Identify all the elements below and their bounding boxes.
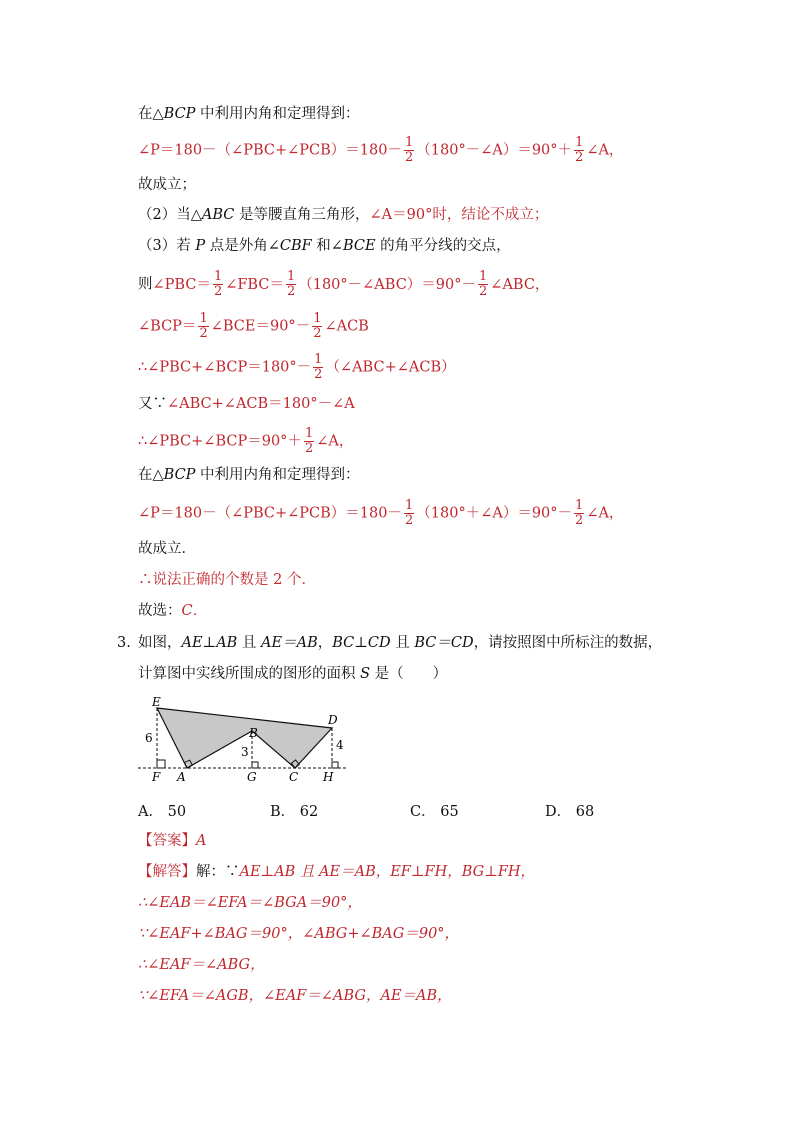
text: 且 [237, 635, 262, 651]
text: ∠BCP＝ [138, 318, 197, 335]
denominator: 2 [286, 284, 296, 299]
option-b[interactable] [270, 800, 318, 821]
question-number: 3. [117, 635, 131, 651]
geometry-figure [130, 692, 370, 792]
text-line [138, 205, 548, 225]
text: （180°－∠ABC）＝90°－ [298, 276, 477, 293]
solution-line-1 [138, 862, 535, 882]
denominator: 2 [199, 326, 208, 341]
text: 点是外角∠ [205, 238, 280, 254]
text: ∠A， [586, 505, 624, 522]
text: 则 [138, 276, 153, 293]
numerator: 1 [405, 135, 414, 150]
numerator: 1 [213, 269, 223, 284]
text-line: 故成立． [138, 541, 196, 557]
label-e: E [152, 695, 161, 709]
option-value: 65 [440, 804, 459, 820]
denominator: 2 [405, 150, 414, 165]
text-line [138, 236, 511, 256]
numerator: 1 [314, 352, 323, 367]
option-d[interactable] [545, 800, 594, 821]
question-line-2 [138, 664, 447, 684]
text: 解：∵ [196, 864, 240, 880]
text: 且 [390, 635, 415, 651]
length-4: 4 [336, 738, 344, 752]
denominator: 2 [213, 284, 223, 299]
length-6: 6 [145, 731, 153, 745]
denominator: 2 [313, 326, 322, 341]
math-line [138, 136, 623, 165]
label-d: D [328, 713, 338, 727]
option-c[interactable] [410, 800, 459, 821]
label-h: H [323, 770, 334, 784]
text: BCE [342, 238, 376, 254]
text: C． [181, 603, 208, 619]
numerator: 1 [313, 311, 322, 326]
math-line [138, 499, 623, 528]
text: 在△ [138, 106, 164, 122]
denominator: 2 [314, 367, 323, 382]
text: S [360, 666, 371, 682]
denominator: 2 [479, 284, 488, 299]
fraction [304, 427, 314, 456]
text: （180°＋∠A）＝90°－ [416, 505, 573, 522]
numerator: 1 [575, 498, 584, 513]
label-b: B [249, 726, 258, 740]
option-value: 68 [575, 804, 595, 820]
option-value: 62 [299, 804, 319, 820]
math-line [138, 427, 353, 456]
text: ∠A， [586, 142, 624, 159]
option-a[interactable] [138, 800, 186, 821]
label-a: A [177, 770, 186, 784]
text: AE＝AB [261, 635, 318, 651]
right-angle-h [332, 762, 338, 768]
answer-label: 【答案】 [138, 833, 196, 849]
text-line [138, 104, 360, 124]
text: ∠ACB [324, 318, 369, 335]
text: （3）若 [138, 238, 196, 254]
fraction [404, 499, 414, 528]
label-g: G [247, 770, 257, 784]
length-3: 3 [241, 745, 249, 759]
solution-line-2: ∴∠EAB＝∠EFA＝∠BGA＝90°， [138, 895, 362, 911]
solution-label: 【解答】 [138, 864, 196, 880]
text: ， [317, 635, 333, 651]
numerator: 1 [286, 269, 296, 284]
text: 又∵ [138, 396, 167, 412]
text: 如图， [138, 635, 182, 651]
text-line: ∴说法正确的个数是 2 个． [138, 572, 316, 588]
text: ∴∠PBC+∠BCP＝180°－ [138, 359, 312, 376]
math-line [138, 270, 549, 299]
text: 中利用内角和定理得到： [195, 467, 360, 483]
answer-line [138, 831, 206, 851]
text: CBF [279, 238, 312, 254]
text: （180°－∠A）＝90°＋ [416, 142, 573, 159]
solution-line-4: ∴∠EAF＝∠ABG， [138, 957, 265, 973]
fraction [312, 312, 322, 341]
text: AE⊥AB 且 AE＝AB，EF⊥FH，BG⊥FH， [239, 864, 536, 880]
question-line-1 [138, 633, 662, 653]
option-letter: D． [545, 804, 572, 820]
fraction [404, 136, 414, 165]
text: BCP [163, 106, 196, 122]
text: P [195, 238, 206, 254]
numerator: 1 [479, 269, 488, 284]
text: ∠ABC+∠ACB＝180°－∠A [167, 396, 355, 412]
numerator: 1 [405, 498, 414, 513]
option-letter: A． [138, 804, 163, 820]
text: （∠ABC+∠ACB） [325, 359, 456, 376]
solution-line-5: ∵∠EFA＝∠AGB，∠EAF＝∠ABG，AE＝AB， [138, 988, 452, 1004]
right-angle-g [252, 762, 258, 768]
text: 是（ ） [370, 666, 448, 682]
text: ∠PBC＝ [152, 276, 211, 293]
option-value: 50 [167, 804, 187, 820]
shaded-region [157, 708, 332, 768]
numerator: 1 [199, 311, 208, 326]
denominator: 2 [304, 441, 314, 456]
text: ∠ABC， [490, 276, 550, 293]
text-line [138, 465, 360, 485]
option-letter: B． [270, 804, 296, 820]
text: ABC [201, 207, 235, 223]
solution-line-3: ∵∠EAF+∠BAG＝90°，∠ABG+∠BAG＝90°， [138, 926, 460, 942]
numerator: 1 [575, 135, 584, 150]
fraction [286, 270, 296, 299]
fraction [574, 136, 584, 165]
fraction [313, 353, 323, 382]
text: ∠A＝90°时，结论不成立； [369, 207, 549, 223]
text: （2）当△ [138, 207, 202, 223]
text: ∠BCE＝90°－ [210, 318, 311, 335]
text: ，请按照图中所标注的数据， [473, 635, 663, 651]
red-math [152, 269, 550, 299]
right-angle-f [157, 760, 165, 768]
label-f: F [152, 770, 161, 784]
text: 故选： [138, 603, 182, 619]
text: AE⊥AB [181, 635, 238, 651]
text-line [138, 601, 207, 621]
math-line [138, 353, 456, 382]
option-letter: C． [410, 804, 436, 820]
fraction [213, 270, 223, 299]
denominator: 2 [575, 150, 584, 165]
text: 是等腰直角三角形， [234, 207, 370, 223]
denominator: 2 [405, 513, 414, 528]
text: 在△ [138, 467, 164, 483]
text-line [138, 394, 355, 414]
text: 中利用内角和定理得到： [195, 106, 360, 122]
text: BCP [163, 467, 196, 483]
text: 计算图中实线所围成的图形的面积 [138, 666, 361, 682]
text: ∠P＝180－（∠PBC+∠PCB）＝180－ [138, 142, 402, 159]
denominator: 2 [575, 513, 584, 528]
fraction [198, 312, 208, 341]
text: ∠FBC＝ [225, 276, 284, 293]
math-line [138, 312, 369, 341]
text: ∴∠PBC+∠BCP＝90°＋ [138, 433, 302, 450]
text: BC⊥CD [332, 635, 391, 651]
fraction [574, 499, 584, 528]
text: BC＝CD [414, 635, 474, 651]
answer-value: A [196, 833, 207, 849]
label-c: C [289, 770, 299, 784]
text: ∠A， [316, 433, 354, 450]
text: 的角平分线的交点， [375, 238, 511, 254]
numerator: 1 [304, 426, 314, 441]
text: 和∠ [311, 238, 343, 254]
fraction [478, 270, 488, 299]
text: ∠P＝180－（∠PBC+∠PCB）＝180－ [138, 505, 402, 522]
text-line: 故成立； [138, 177, 196, 193]
